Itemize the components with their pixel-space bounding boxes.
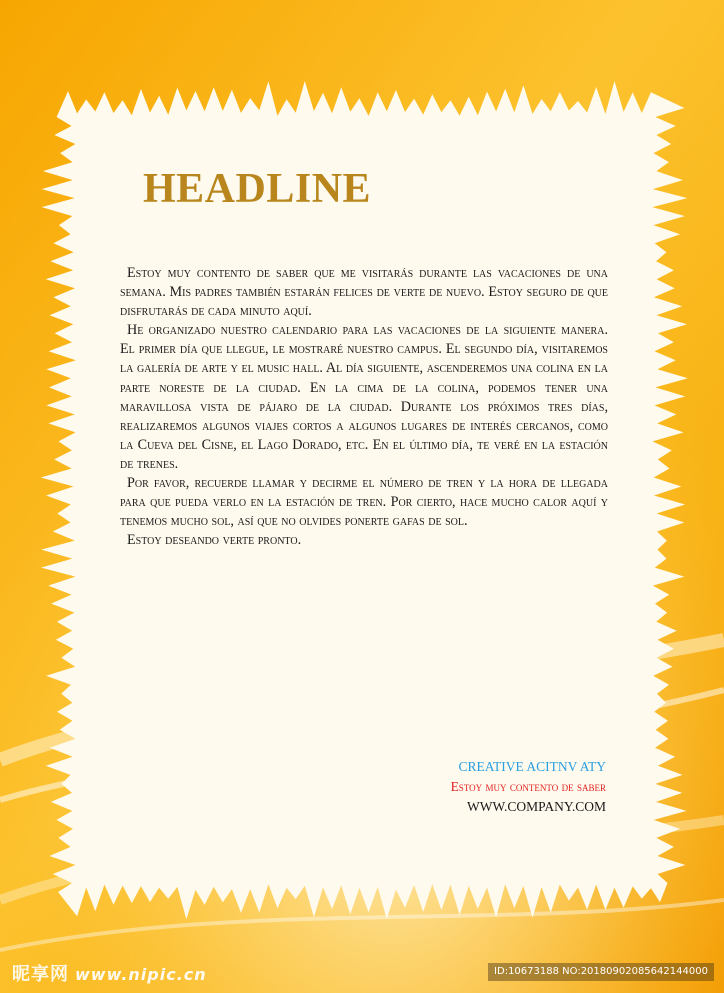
footer-tagline: CREATIVE ACITNV ATY <box>458 759 606 774</box>
footer-subtitle: Estoy muy contento de saber <box>450 779 606 794</box>
headline: HEADLINE <box>143 166 372 212</box>
watermark-logo <box>12 960 207 986</box>
watermark-url: www.nipic.cn <box>75 965 207 984</box>
body-paragraph: He organizado nuestro calendario para las vacaciones de la siguiente manera. El primer día que llegue, le mostraré nuestro campus. El segundo día, visitaremos la galería de arte y el music hall. Al día siguiente, ascenderemos una colina en la parte noreste de la ciudad. En la cima de la colina, podemos tener una maravillosa vista de pájaro de la ciudad. Durante los próximos tres días, realizaremos algunos viajes cortos a algunos lugares de interés cercanos, como la Cueva del Cisne, el Lago Dorado, etc. En el último día, te veré en la estación de trenes. <box>120 322 608 472</box>
footer-website: WWW.COMPANY.COM <box>466 799 606 814</box>
body-paragraph: Estoy deseando verte pronto. <box>127 532 302 549</box>
letter-body <box>120 264 608 550</box>
body-paragraph: Estoy muy contento de saber que me visitarás durante las vacaciones de una semana. Mis padres también estarán felices de verte de nuevo. Estoy seguro de que disfrutarás de cada minuto aquí. <box>120 265 608 320</box>
watermark-site-name: 昵享网 <box>12 964 69 985</box>
watermark-id: ID:10673188 NO:20180902085642144000 <box>488 963 714 981</box>
body-paragraph: Por favor, recuerde llamar y decirme el número de tren y la hora de llegada para que pueda verlo en la estación de tren. Por cierto, hace mucho calor aquí y tenemos mucho sol, así que no olvides ponerte gafas de sol. <box>120 475 608 530</box>
footer-block <box>451 757 606 817</box>
